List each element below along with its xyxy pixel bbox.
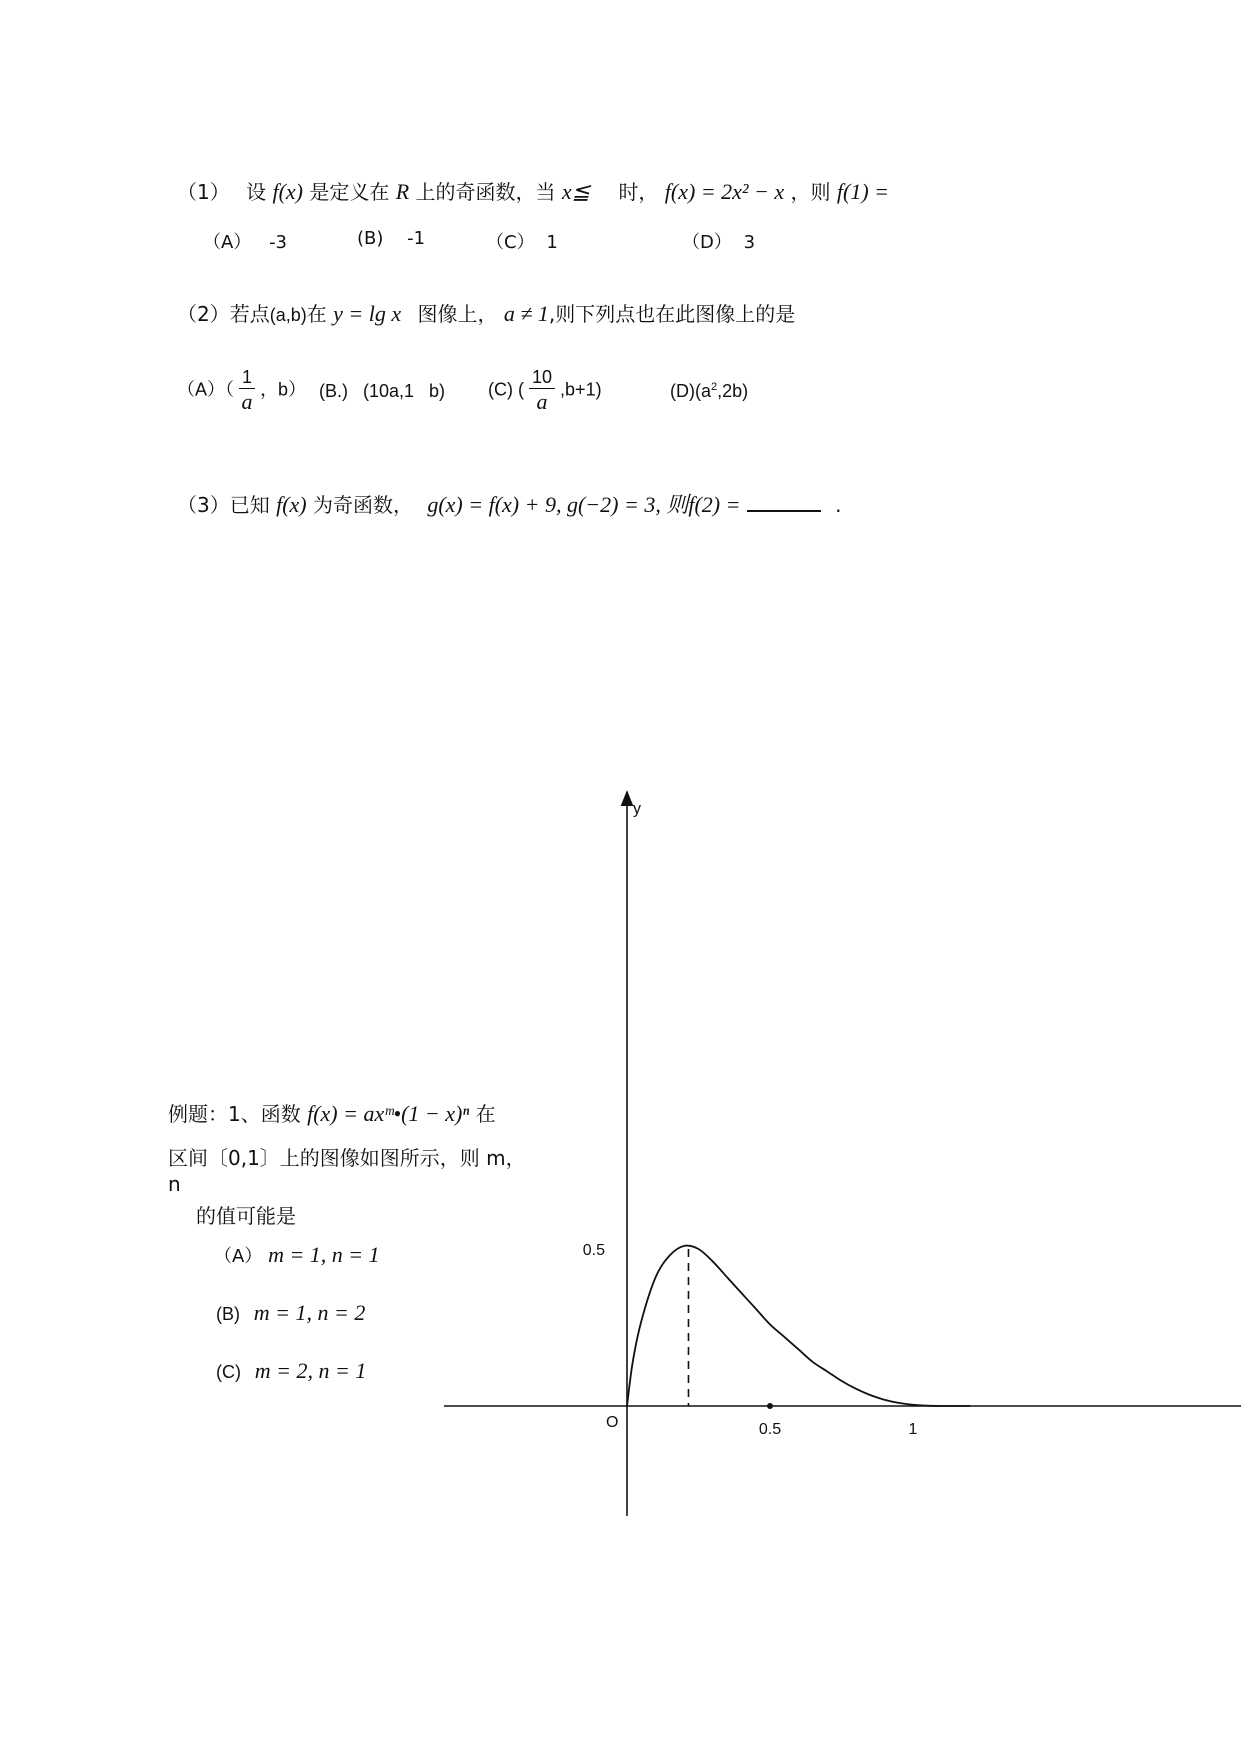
question-1-text-4: 时， xyxy=(618,180,659,204)
question-2-function: y = lg x xyxy=(333,301,402,326)
question-1-text-5: ，则 xyxy=(790,180,831,204)
question-1-text-3: 上的奇函数，当 xyxy=(415,180,556,204)
option-text: (B.) (10a,1 b) xyxy=(319,381,446,401)
example-option-c[interactable] xyxy=(216,1358,366,1384)
question-1-ask: f(1) = xyxy=(836,179,889,204)
y-axis-label: y xyxy=(633,800,641,818)
option-expression: m = 1, n = 2 xyxy=(253,1300,366,1325)
question-1-condition: x≦ xyxy=(561,179,591,204)
question-2-text-3: ,则下列点也在此图像上的是 xyxy=(548,302,796,326)
question-3-label: （3）已知 xyxy=(177,493,270,517)
question-2-option-b[interactable] xyxy=(319,381,445,402)
question-3-expression: g(x) = f(x) + 9, g(−2) = 3, 则f(2) = xyxy=(427,492,741,517)
option-d-prefix: (D)(a xyxy=(670,381,711,401)
example-line-3: n xyxy=(168,1172,181,1196)
question-3-fx: f(x) xyxy=(276,492,307,517)
question-2-option-a[interactable] xyxy=(177,366,306,415)
question-1-label: （1） xyxy=(177,180,230,204)
function-curve xyxy=(627,1246,970,1406)
option-label: (B) xyxy=(216,1304,240,1324)
option-label: (C) ( xyxy=(488,379,524,400)
option-value: 3 xyxy=(743,232,756,253)
question-2 xyxy=(177,298,795,327)
question-1-option-c[interactable] xyxy=(486,228,558,254)
example-prefix: 例题：1、函数 xyxy=(168,1102,301,1126)
fraction-denominator: a xyxy=(241,389,253,414)
x-tick-label: 1 xyxy=(908,1421,918,1438)
fraction xyxy=(239,366,255,415)
option-expression: m = 1, n = 1 xyxy=(268,1242,380,1267)
x-half-point-marker xyxy=(767,1403,773,1409)
option-label: （C） xyxy=(486,232,535,253)
example-expression: f(x) = axᵐ•(1 − x)ⁿ xyxy=(307,1101,470,1126)
option-expression: m = 2, n = 1 xyxy=(254,1358,367,1383)
option-label: （D） xyxy=(682,232,732,253)
x-tick-label: 0.5 xyxy=(758,1421,782,1438)
option-d-superscript: 2 xyxy=(711,381,718,393)
option-label: （A） xyxy=(203,232,252,253)
fraction-numerator: 1 xyxy=(239,366,255,389)
y-tick-label: 0.5 xyxy=(582,1242,605,1259)
fraction-denominator: a xyxy=(536,389,548,414)
option-value: -1 xyxy=(407,228,426,249)
example-line-4: 的值可能是 xyxy=(196,1204,296,1228)
question-1-expression: f(x) = 2x² − x xyxy=(664,179,785,204)
question-2-condition: a ≠ 1 xyxy=(503,301,549,326)
fraction-numerator: 10 xyxy=(529,366,555,389)
example-option-a[interactable] xyxy=(214,1242,380,1268)
question-2-option-c[interactable] xyxy=(488,366,602,415)
example-line-1 xyxy=(168,1098,496,1127)
question-1-fx: f(x) xyxy=(272,179,303,204)
question-2-point: (a,b) xyxy=(269,305,307,325)
question-2-option-d[interactable] xyxy=(670,381,748,402)
option-label: （A）（ xyxy=(177,379,235,400)
option-value: -3 xyxy=(269,232,288,253)
question-1-text-1: 设 xyxy=(246,180,267,204)
question-2-text-2: 图像上， xyxy=(417,302,498,326)
option-tail: ,b+1) xyxy=(560,379,602,400)
question-3-end: . xyxy=(835,493,842,517)
answer-blank[interactable] xyxy=(747,492,821,512)
question-2-text-1: 在 xyxy=(306,302,327,326)
example-line-2: 区间〔0,1〕上的图像如图所示，则 m， xyxy=(168,1146,526,1170)
question-1-option-b[interactable] xyxy=(357,228,425,249)
question-1 xyxy=(177,176,889,205)
origin-label: O xyxy=(606,1414,619,1431)
example-suffix: 在 xyxy=(475,1102,496,1126)
option-label: （A） xyxy=(214,1246,263,1267)
option-d-suffix: ,2b) xyxy=(717,381,749,401)
question-1-set-r: R xyxy=(395,179,410,204)
fraction xyxy=(529,366,555,415)
question-2-label: （2）若点 xyxy=(177,302,270,326)
option-label: (C) xyxy=(216,1362,241,1382)
option-tail: ，b） xyxy=(260,379,307,400)
option-value: 1 xyxy=(546,232,558,253)
option-label: (B) xyxy=(357,228,384,249)
question-3 xyxy=(177,488,842,519)
question-1-option-d[interactable] xyxy=(682,228,755,254)
question-3-text-1: 为奇函数， xyxy=(312,493,413,517)
question-1-text-2: 是定义在 xyxy=(309,180,390,204)
example-option-b[interactable] xyxy=(216,1300,365,1326)
question-1-option-a[interactable] xyxy=(203,228,287,254)
